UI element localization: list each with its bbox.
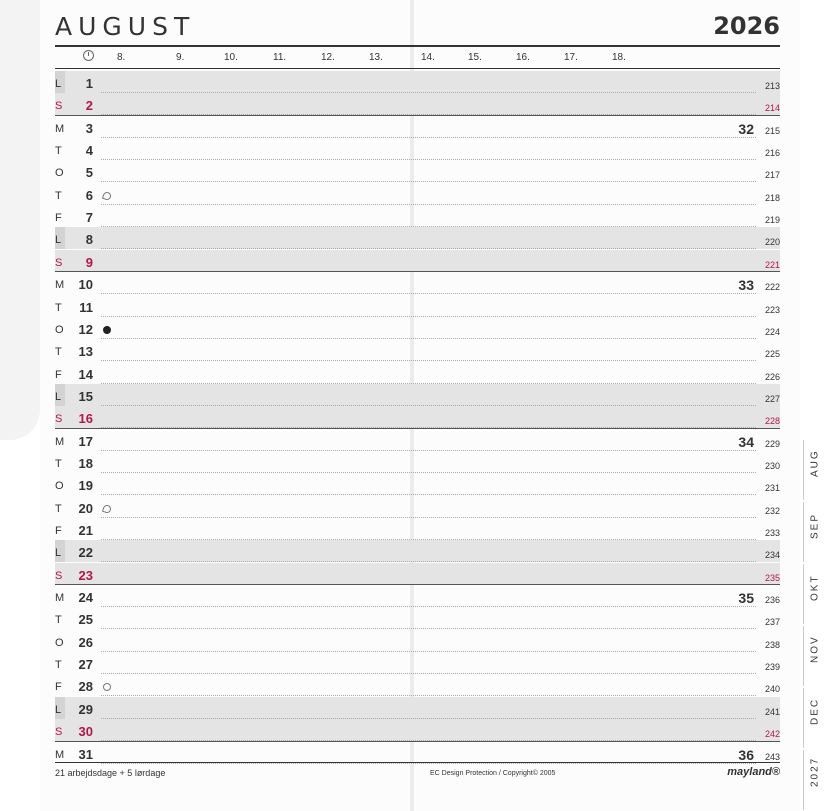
weekday-letter: T: [55, 145, 62, 158]
day-row[interactable]: [55, 93, 780, 115]
day-of-year: 236: [764, 595, 780, 606]
weekend-shade: [55, 540, 780, 562]
day-of-year: 229: [764, 438, 780, 449]
month-tab-label: DEC: [809, 697, 821, 725]
day-of-year: 228: [764, 416, 780, 427]
weekend-shade: [55, 563, 780, 585]
day-row[interactable]: [55, 116, 780, 138]
day-of-year: 216: [764, 148, 780, 159]
day-number: 4: [85, 143, 93, 159]
day-of-year: 217: [764, 170, 780, 181]
day-number: 14: [78, 366, 93, 382]
day-number: 18: [78, 455, 93, 471]
day-row[interactable]: [55, 697, 780, 719]
day-number: 24: [78, 590, 93, 606]
day-number: 17: [78, 433, 93, 449]
day-row[interactable]: [55, 71, 780, 93]
day-row[interactable]: [55, 160, 780, 182]
weekend-shade: [55, 697, 780, 719]
week-number: 33: [738, 277, 754, 294]
day-number: 6: [85, 187, 93, 203]
brand-logo: mayland®: [727, 766, 780, 778]
day-row[interactable]: [55, 295, 780, 317]
weekday-letter: T: [55, 502, 62, 515]
day-row[interactable]: [55, 429, 780, 451]
day-number: 30: [78, 724, 93, 740]
week-divider: [55, 271, 780, 272]
day-number: 20: [78, 500, 93, 516]
clock-icon: [83, 50, 94, 61]
weekday-letter: M: [55, 435, 65, 448]
day-number: 11: [79, 299, 93, 315]
day-number: 26: [78, 634, 93, 650]
day-row[interactable]: [55, 406, 780, 428]
day-row[interactable]: [55, 362, 780, 384]
month-title: AUGUST: [55, 12, 196, 41]
month-tab[interactable]: [803, 440, 826, 500]
day-row[interactable]: [55, 451, 780, 473]
day-of-year: 226: [764, 371, 780, 382]
day-of-year: 239: [764, 662, 780, 673]
weekday-letter: S: [55, 726, 63, 739]
month-tab[interactable]: [803, 564, 826, 624]
week-number: 36: [738, 746, 754, 763]
day-number: 8: [85, 232, 93, 248]
weekend-shade: [55, 227, 780, 249]
week-number: 35: [738, 590, 754, 607]
weekday-letter: S: [55, 100, 63, 113]
day-number: 12: [78, 321, 93, 337]
day-number: 29: [78, 701, 93, 717]
day-row[interactable]: [55, 742, 780, 764]
weekend-shade: [55, 384, 780, 406]
weekday-letter: L: [55, 234, 62, 247]
day-of-year: 232: [764, 505, 780, 516]
weekday-letter: L: [55, 390, 62, 403]
day-row[interactable]: [55, 674, 780, 696]
month-tab-label: 2027: [809, 756, 821, 787]
day-number: 16: [78, 411, 93, 427]
week-divider: [55, 115, 780, 116]
day-of-year: 242: [764, 729, 780, 740]
weekday-letter: T: [55, 189, 62, 202]
day-number: 28: [78, 679, 93, 695]
day-row[interactable]: [55, 607, 780, 629]
moon-phase-icon: [102, 504, 112, 514]
day-of-year: 227: [764, 393, 780, 404]
day-of-year: 231: [764, 483, 780, 494]
day-of-year: 243: [764, 751, 780, 762]
month-tab[interactable]: [803, 688, 826, 748]
day-of-year: 234: [764, 550, 780, 561]
hour-label: 18.: [612, 52, 626, 63]
day-number: 22: [78, 545, 93, 561]
header-rule-top: [55, 45, 780, 47]
day-row[interactable]: [55, 138, 780, 160]
day-row[interactable]: [55, 205, 780, 227]
day-number: 1: [85, 76, 93, 91]
month-tab-label: SEP: [809, 512, 821, 539]
weekday-letter: F: [55, 212, 62, 225]
hour-label: 16.: [516, 52, 530, 63]
day-row[interactable]: [55, 630, 780, 652]
day-row[interactable]: [55, 384, 780, 406]
year-title: 2026: [713, 12, 780, 40]
month-tab-label: OKT: [809, 574, 821, 601]
moon-phase-icon: [103, 326, 111, 334]
month-tab[interactable]: [803, 626, 826, 686]
hour-label: 17.: [564, 52, 578, 63]
day-of-year: 223: [764, 304, 780, 315]
weekend-shade: [55, 250, 780, 272]
day-number: 23: [78, 567, 93, 583]
day-of-year: 221: [764, 259, 780, 270]
day-row[interactable]: [55, 473, 780, 495]
week-divider: [55, 428, 780, 429]
footer-rule: [55, 762, 780, 763]
day-number: 19: [78, 478, 93, 494]
day-row[interactable]: [55, 250, 780, 272]
day-number: 2: [85, 98, 93, 114]
weekday-letter: T: [55, 457, 62, 470]
day-row[interactable]: [55, 317, 780, 339]
weekday-letter: O: [55, 323, 64, 336]
day-of-year: 218: [764, 192, 780, 203]
day-of-year: 219: [764, 215, 780, 226]
day-of-year: 220: [764, 237, 780, 248]
hour-label: 8.: [117, 52, 126, 63]
weekday-letter: S: [55, 569, 63, 582]
day-of-year: 230: [764, 460, 780, 471]
weekday-letter: F: [55, 681, 62, 694]
weekday-letter: S: [55, 413, 63, 426]
weekday-letter: T: [55, 346, 62, 359]
day-of-year: 213: [764, 81, 780, 91]
weekend-shade: [55, 93, 780, 115]
moon-phase-icon: [103, 683, 111, 691]
hour-label: 12.: [321, 52, 335, 63]
weekday-letter: O: [55, 636, 64, 649]
hour-label: 11.: [273, 52, 287, 63]
weekday-letter: L: [55, 703, 62, 716]
weekday-letter: O: [55, 167, 64, 180]
week-number: 32: [738, 120, 754, 137]
page-curl: [0, 0, 40, 440]
day-of-year: 215: [764, 125, 780, 136]
day-row[interactable]: [55, 585, 780, 607]
day-number: 13: [78, 344, 93, 360]
week-divider: [55, 741, 780, 742]
day-row[interactable]: [55, 272, 780, 294]
hour-label: 14.: [421, 52, 435, 63]
month-tab[interactable]: [803, 750, 826, 810]
day-of-year: 225: [764, 349, 780, 360]
weekday-letter: M: [55, 592, 65, 605]
header-rule-bottom: [55, 68, 780, 69]
weekend-shade: [55, 719, 780, 741]
day-number: 15: [78, 388, 93, 404]
month-tab-label: NOV: [809, 635, 821, 663]
day-number: 9: [85, 254, 93, 270]
day-of-year: 237: [764, 617, 780, 628]
day-row[interactable]: [55, 339, 780, 361]
weekday-letter: O: [55, 480, 64, 493]
moon-phase-icon: [102, 191, 112, 201]
day-number: 25: [78, 612, 93, 628]
day-row[interactable]: [55, 496, 780, 518]
week-number: 34: [738, 433, 754, 450]
copyright-note: EC Design Protection / Copyright© 2005: [430, 770, 556, 777]
month-tab-label: AUG: [809, 449, 821, 477]
workdays-summary: 21 arbejdsdage + 5 lørdage: [55, 768, 166, 778]
day-row[interactable]: [55, 652, 780, 674]
day-row[interactable]: [55, 518, 780, 540]
hour-label: 15.: [468, 52, 482, 63]
day-number: 7: [85, 210, 93, 226]
weekday-letter: F: [55, 525, 62, 537]
day-row[interactable]: [55, 563, 780, 585]
day-of-year: 235: [764, 572, 780, 583]
day-number: 31: [78, 746, 93, 762]
weekday-letter: T: [55, 301, 62, 314]
hour-label: 9.: [176, 52, 185, 63]
weekend-shade: [55, 406, 780, 428]
day-number: 5: [85, 165, 93, 181]
day-of-year: 233: [764, 528, 780, 538]
day-of-year: 240: [764, 684, 780, 695]
hour-label: 10.: [224, 52, 238, 63]
weekday-letter: L: [55, 78, 62, 90]
day-row[interactable]: [55, 183, 780, 205]
day-row[interactable]: [55, 719, 780, 741]
day-of-year: 238: [764, 639, 780, 650]
weekday-letter: S: [55, 256, 63, 269]
day-number: 27: [78, 657, 93, 673]
weekday-letter: L: [55, 547, 62, 560]
day-of-year: 214: [764, 103, 780, 114]
weekday-letter: F: [55, 368, 62, 381]
day-of-year: 222: [764, 282, 780, 293]
day-number: 10: [78, 277, 93, 293]
day-row[interactable]: [55, 540, 780, 562]
hour-label: 13.: [369, 52, 383, 63]
day-number: 3: [85, 120, 93, 136]
week-divider: [55, 584, 780, 585]
weekend-shade: [55, 71, 780, 93]
day-of-year: 224: [764, 326, 780, 337]
weekday-letter: M: [55, 279, 65, 292]
weekday-letter: M: [55, 122, 65, 135]
day-number: 21: [78, 523, 93, 538]
weekday-letter: T: [55, 659, 62, 672]
month-tab[interactable]: [803, 502, 826, 562]
day-row[interactable]: [55, 227, 780, 249]
weekday-letter: M: [55, 748, 65, 761]
weekday-letter: T: [55, 614, 62, 627]
day-of-year: 241: [764, 706, 780, 717]
